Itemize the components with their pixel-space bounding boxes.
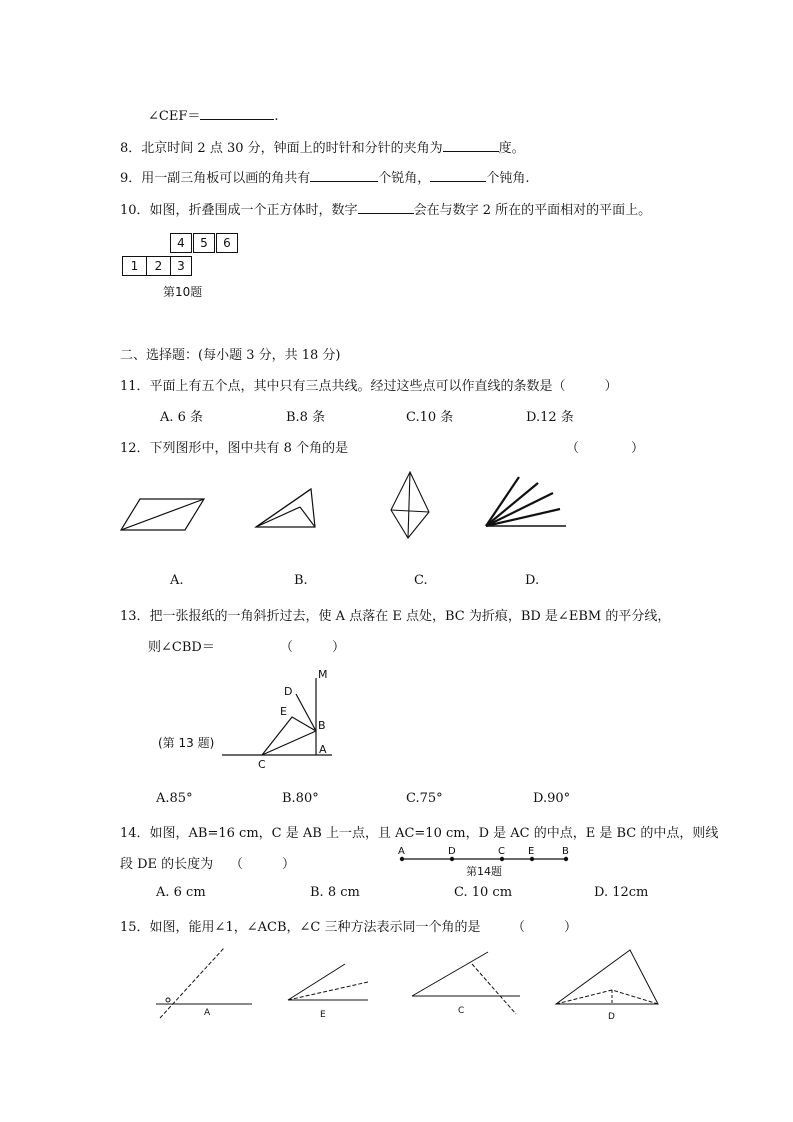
q15-label-d[interactable]: D bbox=[608, 1012, 615, 1022]
q14-number: 14． bbox=[120, 826, 150, 841]
q12-option-a[interactable]: A. bbox=[170, 573, 184, 588]
q13-label-c: C bbox=[258, 758, 266, 771]
q13-caption: (第 13 题) bbox=[158, 736, 215, 750]
q10-text: 如图，折叠围成一个正方体时，数字 bbox=[149, 203, 358, 218]
q13-answer-paren[interactable]: （ ） bbox=[280, 640, 346, 655]
q11-option-d[interactable]: D.12 条 bbox=[526, 410, 574, 425]
q14-option-d[interactable]: D. 12cm bbox=[594, 885, 649, 900]
q15-text: 如图，能用∠1，∠ACB，∠C 三种方法表示同一个角的是 bbox=[149, 920, 481, 935]
q7-suffix: . bbox=[274, 109, 279, 124]
q9-text: 用一副三角板可以画的角共有 bbox=[141, 171, 311, 186]
q13-option-b[interactable]: B.80° bbox=[282, 791, 319, 806]
question-14 bbox=[120, 822, 718, 841]
q8-text: 北京时间 2 点 30 分，钟面上的时针和分针的夹角为 bbox=[141, 141, 443, 156]
q14-label-d: D bbox=[448, 846, 456, 857]
q11-option-a[interactable]: A. 6 条 bbox=[160, 410, 204, 425]
cube-cell: 6 bbox=[216, 233, 238, 253]
q9-mid: 个锐角， bbox=[378, 171, 431, 186]
q15-label-c[interactable]: C bbox=[458, 1006, 465, 1016]
q8-number: 8． bbox=[120, 141, 142, 156]
q12-answer-paren[interactable]: （ ） bbox=[566, 441, 645, 456]
q13-option-c[interactable]: C.75° bbox=[406, 791, 443, 806]
question-15 bbox=[120, 916, 480, 935]
q13-label-d: D bbox=[284, 685, 293, 698]
q15-label-a[interactable]: A bbox=[204, 1008, 211, 1018]
q14-option-a[interactable]: A. 6 cm bbox=[156, 885, 206, 900]
cube-cell: 1 bbox=[122, 256, 147, 276]
q12-option-d[interactable]: D. bbox=[525, 573, 540, 588]
q10-suffix: 会在与数字 2 所在的平面相对的平面上。 bbox=[413, 203, 652, 218]
section-2-heading: 二、选择题：(每小题 3 分，共 18 分) bbox=[120, 348, 341, 363]
q15-figure-d bbox=[556, 950, 658, 1004]
q7-prefix: ∠CEF＝ bbox=[148, 109, 201, 124]
q13-number: 13． bbox=[120, 609, 150, 624]
q12-figure-b bbox=[256, 489, 315, 527]
q11-number: 11． bbox=[120, 379, 150, 394]
q12-figure-a bbox=[121, 499, 204, 530]
q13-label-b: B bbox=[318, 719, 326, 732]
q15-number: 15． bbox=[120, 920, 150, 935]
q9-suffix: 个钝角. bbox=[486, 171, 530, 186]
q13-label-m: M bbox=[318, 668, 328, 681]
q12-number: 12． bbox=[120, 441, 150, 456]
q13-text: 把一张报纸的一角斜折过去，使 A 点落在 E 点处，BC 为折痕，BD 是∠EBM 的平分线， bbox=[149, 609, 671, 624]
q9-number: 9． bbox=[120, 171, 142, 186]
q8-suffix: 度。 bbox=[498, 141, 525, 156]
q12-figure-d bbox=[486, 477, 566, 526]
q14-text: 如图，AB=16 cm，C 是 AB 上一点，且 AC=10 cm，D 是 AC 的中点，E 是 BC 的中点，则线 bbox=[149, 826, 719, 841]
q11-option-b[interactable]: B.8 条 bbox=[286, 410, 326, 425]
question-13 bbox=[120, 605, 670, 624]
q14-label-e: E bbox=[528, 846, 535, 857]
q14-segment bbox=[400, 857, 567, 860]
q13-line2: 则∠CBD＝ bbox=[148, 640, 215, 655]
q14-line2: 段 DE 的长度为 bbox=[120, 857, 214, 872]
q13-option-d[interactable]: D.90° bbox=[533, 791, 571, 806]
cube-cell: 4 bbox=[170, 233, 192, 253]
q12-text: 下列图形中，图中共有 8 个角的是 bbox=[149, 441, 349, 456]
q13-option-a[interactable]: A.85° bbox=[156, 791, 193, 806]
q15-label-b[interactable]: E bbox=[320, 1010, 326, 1020]
q14-caption: 第14题 bbox=[466, 865, 502, 878]
q11-option-c[interactable]: C.10 条 bbox=[406, 410, 454, 425]
q14-answer-paren[interactable]: （ ） bbox=[230, 857, 296, 872]
q14-label-c: C bbox=[498, 846, 505, 857]
q11-text: 平面上有五个点，其中只有三点共线。经过这些点可以作直线的条数是（ ） bbox=[149, 379, 618, 394]
cube-cell: 2 bbox=[146, 256, 171, 276]
q12-figure-c bbox=[391, 472, 429, 538]
q15-answer-paren[interactable]: （ ） bbox=[512, 920, 578, 935]
q13-figure bbox=[222, 678, 332, 755]
q15-figure-c bbox=[412, 952, 520, 1014]
q12-option-c[interactable]: C. bbox=[414, 573, 428, 588]
q14-label-a: A bbox=[398, 846, 405, 857]
q15-figure-b bbox=[288, 964, 368, 1000]
q13-label-a: A bbox=[319, 743, 327, 756]
q13-label-e: E bbox=[280, 705, 287, 718]
q10-number: 10． bbox=[120, 203, 150, 218]
cube-cell: 5 bbox=[193, 233, 215, 253]
cube-cell: 3 bbox=[170, 256, 192, 276]
q12-option-b[interactable]: B. bbox=[294, 573, 308, 588]
q14-label-b: B bbox=[562, 846, 569, 857]
q14-option-c[interactable]: C. 10 cm bbox=[454, 885, 513, 900]
q10-caption: 第10题 bbox=[163, 285, 203, 299]
q14-option-b[interactable]: B. 8 cm bbox=[310, 885, 360, 900]
